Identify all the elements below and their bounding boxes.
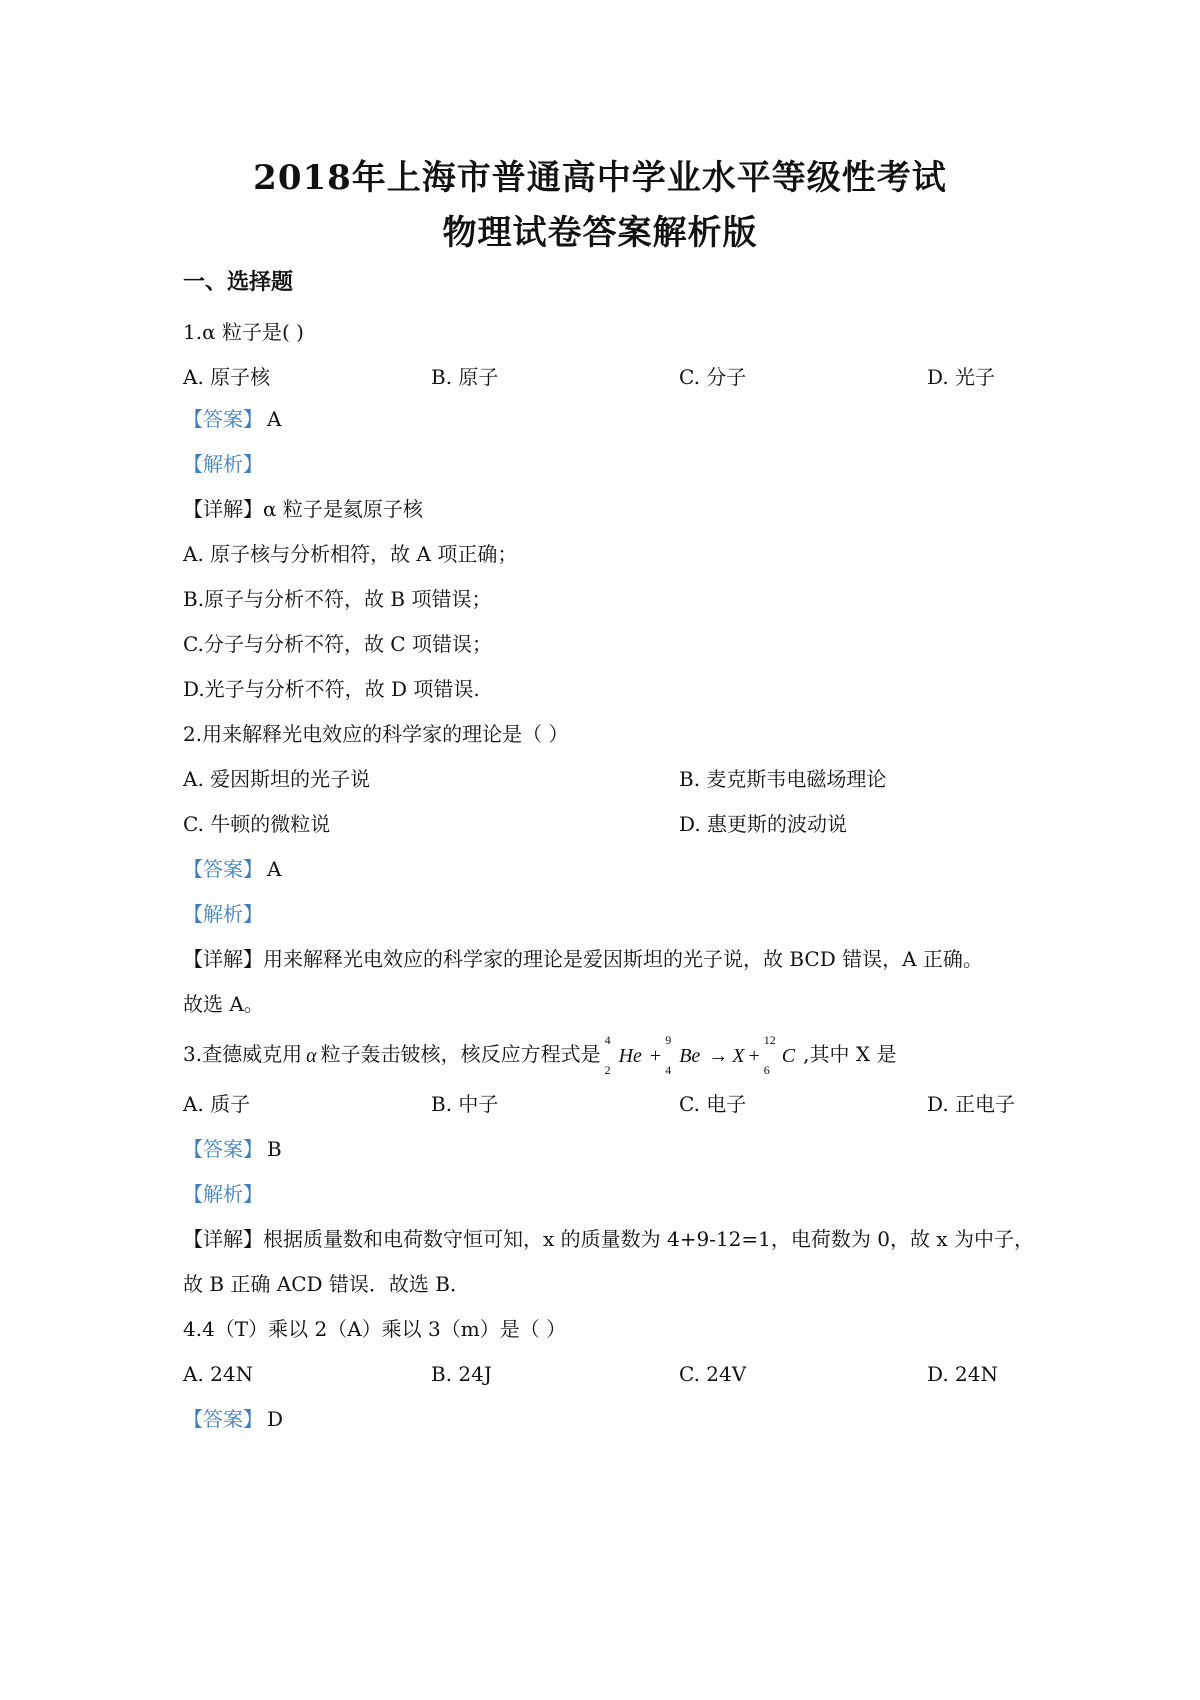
q4-option-b: B. 24J xyxy=(431,1362,492,1386)
q4-answer xyxy=(183,1405,283,1433)
q4-option-a: A. 24N xyxy=(183,1362,254,1386)
q2-option-a: A. 爱因斯坦的光子说 xyxy=(183,767,371,791)
q2-stem: 2.用来解释光电效应的科学家的理论是（ ） xyxy=(183,722,569,746)
q1-answer-value: A xyxy=(267,407,282,431)
carbon-nuclide: 12 6 C xyxy=(763,1032,796,1077)
q3-stem xyxy=(183,1032,897,1077)
q2-option-b: B. 麦克斯韦电磁场理论 xyxy=(679,767,887,791)
analysis-label: 【解析】 xyxy=(183,452,263,476)
q2-detail-continued: 故选 A。 xyxy=(183,992,264,1016)
q1-analysis xyxy=(183,450,263,478)
q1-option-c: C. 分子 xyxy=(679,365,747,389)
q1-explain-c: C.分子与分析不符，故 C 项错误； xyxy=(183,632,492,656)
q1-explain-b: B.原子与分析不符，故 B 项错误； xyxy=(183,587,492,611)
q1-explain-d: D.光子与分析不符，故 D 项错误. xyxy=(183,677,480,701)
q3-answer-value: B xyxy=(267,1137,282,1161)
unknown-particle: X xyxy=(732,1044,745,1067)
q3-option-d: D. 正电子 xyxy=(927,1092,1016,1116)
q4-stem: 4.4（T）乘以 2（A）乘以 3（m）是（ ） xyxy=(183,1317,567,1341)
arrow-symbol: → xyxy=(708,1044,729,1067)
q2-answer xyxy=(183,855,281,883)
q3-stem-before: 3.查德威克用 xyxy=(183,1042,303,1066)
q1-detail-text: α 粒子是氦原子核 xyxy=(263,497,423,521)
document-subtitle: 物理试卷答案解析版 xyxy=(442,213,758,253)
q3-analysis xyxy=(183,1180,263,1208)
q1-stem: 1.α 粒子是( ) xyxy=(183,320,304,344)
q3-stem-after: ,其中 X 是 xyxy=(803,1042,897,1066)
detail-label: 【详解】 xyxy=(183,947,263,971)
q1-option-b: B. 原子 xyxy=(431,365,499,389)
q3-detail xyxy=(183,1225,1034,1253)
detail-label: 【详解】 xyxy=(183,497,263,521)
analysis-label: 【解析】 xyxy=(183,902,263,926)
beryllium-nuclide: 9 4 Be xyxy=(665,1032,701,1077)
q4-option-c: C. 24V xyxy=(679,1362,747,1386)
q4-option-d: D. 24N xyxy=(927,1362,998,1386)
plus-sign: + xyxy=(748,1044,760,1067)
q1-detail xyxy=(183,495,423,523)
q3-option-c: C. 电子 xyxy=(679,1092,747,1116)
q1-answer xyxy=(183,405,281,433)
q4-answer-value: D xyxy=(267,1407,284,1431)
nuclear-equation xyxy=(604,1032,800,1077)
q2-answer-value: A xyxy=(267,857,282,881)
q1-option-d: D. 光子 xyxy=(927,365,996,389)
q3-stem-mid: 粒子轰击铍核，核反应方程式是 xyxy=(320,1042,601,1066)
q3-detail-continued: 故 B 正确 ACD 错误．故选 B． xyxy=(183,1272,470,1296)
document-title: 2018年上海市普通高中学业水平等级性考试 xyxy=(253,158,947,198)
q3-alpha-symbol: α xyxy=(306,1044,317,1067)
q1-option-a: A. 原子核 xyxy=(183,365,271,389)
section-heading: 一、选择题 xyxy=(183,269,294,295)
q1-explain-a: A. 原子核与分析相符，故 A 项正确； xyxy=(183,542,518,566)
analysis-label: 【解析】 xyxy=(183,1182,263,1206)
q2-detail-text: 用来解释光电效应的科学家的理论是爱因斯坦的光子说，故 BCD 错误，A 正确。 xyxy=(263,947,983,971)
answer-label: 【答案】 xyxy=(183,1407,263,1431)
q3-answer xyxy=(183,1135,282,1163)
q2-analysis xyxy=(183,900,263,928)
helium-nuclide: 4 2 He xyxy=(604,1032,642,1077)
answer-label: 【答案】 xyxy=(183,857,263,881)
q3-option-a: A. 质子 xyxy=(183,1092,251,1116)
detail-label: 【详解】 xyxy=(183,1227,263,1251)
answer-label: 【答案】 xyxy=(183,1137,263,1161)
plus-sign: + xyxy=(649,1044,662,1067)
q2-detail xyxy=(183,945,983,973)
answer-label: 【答案】 xyxy=(183,407,263,431)
q2-option-c: C. 牛顿的微粒说 xyxy=(183,812,331,836)
q3-option-b: B. 中子 xyxy=(431,1092,499,1116)
q2-option-d: D. 惠更斯的波动说 xyxy=(679,812,848,836)
q3-detail-text: 根据质量数和电荷数守恒可知，x 的质量数为 4+9-12=1，电荷数为 0，故 x 为中子， xyxy=(263,1227,1034,1251)
